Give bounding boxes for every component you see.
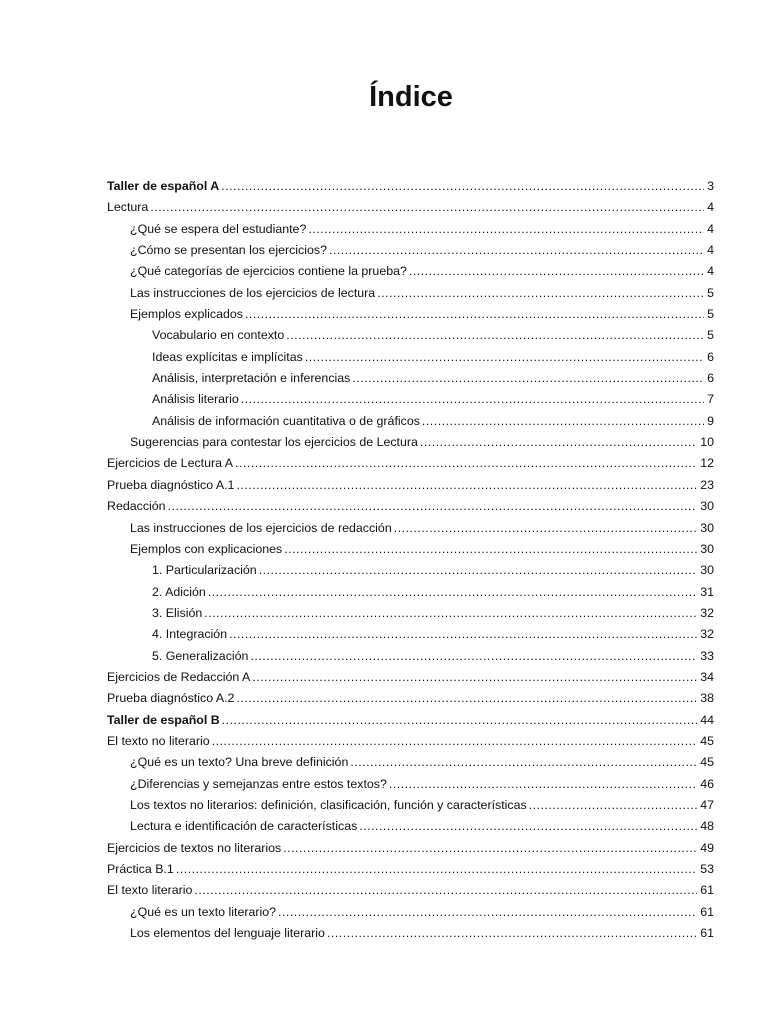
toc-dot-leader: [350, 752, 697, 773]
toc-entry-label: Redacción: [107, 499, 166, 514]
toc-entry-label: 1. Particularización: [152, 563, 257, 578]
toc-entry-label: Análisis literario: [152, 392, 239, 407]
toc-entry-label: 2. Adición: [152, 584, 206, 599]
toc-entry[interactable]: [107, 667, 714, 688]
toc-entry[interactable]: [107, 838, 714, 859]
toc-dot-leader: [394, 518, 697, 539]
toc-entry[interactable]: [107, 560, 714, 581]
toc-entry[interactable]: [107, 304, 714, 325]
toc-entry-label: El texto literario: [107, 883, 193, 898]
toc-entry[interactable]: [107, 411, 714, 432]
toc-entry[interactable]: [107, 710, 714, 731]
toc-entry-page-number: 30: [700, 541, 714, 556]
toc-dot-leader: [529, 795, 698, 816]
toc-entry-label: Taller de español B: [107, 712, 220, 727]
toc-entry-label: ¿Qué es un texto? Una breve definición: [130, 755, 349, 770]
toc-entry-label: ¿Qué es un texto literario?: [130, 904, 277, 919]
toc-entry-page-number: 7: [707, 392, 714, 407]
toc-entry-label: Sugerencias para contestar los ejercicios de Lectura: [130, 435, 418, 450]
toc-entry-label: ¿Cómo se presentan los ejercicios?: [130, 243, 327, 258]
toc-dot-leader: [236, 688, 697, 709]
toc-entry-page-number: 4: [707, 221, 714, 236]
toc-dot-leader: [420, 432, 697, 453]
toc-dot-leader: [305, 347, 704, 368]
toc-dot-leader: [204, 603, 697, 624]
toc-entry-label: Prueba diagnóstico A.1: [107, 477, 235, 492]
toc-entry-label: Vocabulario en contexto: [152, 328, 285, 343]
toc-entry-page-number: 30: [700, 563, 714, 578]
toc-dot-leader: [352, 368, 704, 389]
toc-dot-leader: [278, 902, 697, 923]
toc-dot-leader: [222, 710, 698, 731]
toc-entry[interactable]: [107, 795, 714, 816]
toc-entry[interactable]: [107, 816, 714, 837]
toc-entry-label: El texto no literario: [107, 733, 210, 748]
toc-entry-page-number: 6: [707, 371, 714, 386]
toc-entry[interactable]: [107, 453, 714, 474]
toc-dot-leader: [286, 325, 704, 346]
toc-entry-label: Los elementos del lenguaje literario: [130, 926, 325, 941]
toc-dot-leader: [250, 646, 697, 667]
toc-dot-leader: [229, 624, 697, 645]
toc-entry-page-number: 47: [700, 797, 714, 812]
toc-entry-label: Prueba diagnóstico A.2: [107, 691, 235, 706]
toc-entry-label: Las instrucciones de los ejercicios de redacción: [130, 520, 392, 535]
toc-entry-page-number: 46: [700, 776, 714, 791]
toc-entry-label: ¿Qué se espera del estudiante?: [130, 221, 307, 236]
toc-entry-label: Análisis, interpretación e inferencias: [152, 371, 351, 386]
toc-entry-label: Las instrucciones de los ejercicios de lectura: [130, 285, 376, 300]
toc-entry-label: Ejercicios de Lectura A: [107, 456, 234, 471]
toc-entry-label: Ejercicios de Redacción A: [107, 669, 251, 684]
toc-entry-label: Ejercicios de textos no literarios: [107, 840, 282, 855]
toc-entry-page-number: 31: [700, 584, 714, 599]
toc-dot-leader: [194, 880, 697, 901]
toc-dot-leader: [212, 731, 698, 752]
toc-entry-page-number: 30: [700, 499, 714, 514]
toc-entry[interactable]: [107, 475, 714, 496]
toc-entry[interactable]: [107, 283, 714, 304]
toc-dot-leader: [422, 411, 704, 432]
toc-entry-page-number: 34: [700, 669, 714, 684]
toc-entry[interactable]: [107, 176, 714, 197]
toc-dot-leader: [168, 496, 698, 517]
toc-dot-leader: [176, 859, 697, 880]
toc-entry-page-number: 5: [707, 307, 714, 322]
toc-entry-page-number: 44: [700, 712, 714, 727]
toc-dot-leader: [284, 539, 697, 560]
toc-entry-page-number: 45: [700, 755, 714, 770]
toc-entry-label: ¿Diferencias y semejanzas entre estos textos?: [130, 776, 387, 791]
toc-entry-page-number: 61: [700, 883, 714, 898]
toc-entry-label: Ejemplos explicados: [130, 307, 243, 322]
toc-entry-page-number: 6: [707, 349, 714, 364]
toc-dot-leader: [377, 283, 704, 304]
toc-entry[interactable]: [107, 240, 714, 261]
toc-entry[interactable]: [107, 219, 714, 240]
toc-entry-page-number: 48: [700, 819, 714, 834]
toc-entry[interactable]: [107, 646, 714, 667]
toc-entry-page-number: 4: [707, 264, 714, 279]
toc-entry[interactable]: [107, 688, 714, 709]
toc-entry[interactable]: [107, 859, 714, 880]
toc-entry[interactable]: [107, 624, 714, 645]
toc-entry-page-number: 45: [700, 733, 714, 748]
table-of-contents: [107, 176, 714, 944]
toc-entry[interactable]: [107, 923, 714, 944]
toc-entry-page-number: 12: [700, 456, 714, 471]
toc-entry-page-number: 10: [700, 435, 714, 450]
toc-entry-page-number: 30: [700, 520, 714, 535]
toc-entry[interactable]: [107, 325, 714, 346]
toc-entry[interactable]: [107, 582, 714, 603]
toc-entry-page-number: 5: [707, 285, 714, 300]
toc-entry-label: 4. Integración: [152, 627, 228, 642]
toc-entry-label: Ejemplos con explicaciones: [130, 541, 283, 556]
toc-entry-page-number: 3: [707, 179, 714, 193]
toc-entry-page-number: 61: [700, 904, 714, 919]
toc-entry-label: ¿Qué categorías de ejercicios contiene la prueba?: [130, 264, 407, 279]
toc-entry[interactable]: [107, 496, 714, 517]
toc-entry[interactable]: [107, 603, 714, 624]
toc-dot-leader: [236, 475, 697, 496]
toc-entry-label: Los textos no literarios: definición, clasificación, función y características: [130, 797, 527, 812]
toc-entry-page-number: 33: [700, 648, 714, 663]
toc-entry-page-number: 38: [700, 691, 714, 706]
toc-entry[interactable]: [107, 368, 714, 389]
toc-entry-page-number: 4: [707, 200, 714, 215]
toc-entry-page-number: 4: [707, 243, 714, 258]
toc-dot-leader: [283, 838, 697, 859]
toc-entry-page-number: 23: [700, 477, 714, 492]
toc-entry[interactable]: [107, 518, 714, 539]
toc-dot-leader: [252, 667, 697, 688]
toc-dot-leader: [329, 240, 704, 261]
toc-entry-page-number: 61: [700, 926, 714, 941]
toc-entry-label: Lectura: [107, 200, 149, 215]
toc-entry-label: Ideas explícitas e implícitas: [152, 349, 303, 364]
toc-entry[interactable]: [107, 539, 714, 560]
toc-entry[interactable]: [107, 347, 714, 368]
toc-dot-leader: [208, 582, 697, 603]
toc-entry-label: 5. Generalización: [152, 648, 249, 663]
toc-entry-label: 3. Elisión: [152, 605, 203, 620]
toc-entry-page-number: 9: [707, 413, 714, 428]
toc-entry[interactable]: [107, 197, 714, 218]
toc-entry-label: Lectura e identificación de características: [130, 819, 358, 834]
toc-entry[interactable]: [107, 432, 714, 453]
toc-entry-label: Análisis de información cuantitativa o de gráficos: [152, 413, 420, 428]
toc-entry-label: Práctica B.1: [107, 862, 174, 876]
toc-entry-page-number: 53: [700, 862, 714, 876]
toc-dot-leader: [327, 923, 697, 944]
toc-entry[interactable]: [107, 902, 714, 923]
toc-dot-leader: [235, 453, 697, 474]
toc-entry[interactable]: [107, 774, 714, 795]
toc-dot-leader: [241, 389, 704, 410]
toc-entry[interactable]: [107, 731, 714, 752]
toc-entry-page-number: 5: [707, 328, 714, 343]
toc-dot-leader: [308, 219, 704, 240]
toc-entry[interactable]: [107, 880, 714, 901]
toc-dot-leader: [245, 304, 704, 325]
toc-entry[interactable]: [107, 389, 714, 410]
toc-entry[interactable]: [107, 752, 714, 773]
toc-dot-leader: [259, 560, 698, 581]
toc-entry[interactable]: [107, 261, 714, 282]
toc-dot-leader: [150, 197, 704, 218]
toc-entry-page-number: 49: [700, 840, 714, 855]
toc-dot-leader: [221, 176, 704, 197]
toc-dot-leader: [359, 816, 697, 837]
toc-dot-leader: [389, 774, 697, 795]
page-title: Índice: [369, 81, 453, 113]
toc-entry-page-number: 32: [700, 627, 714, 642]
toc-dot-leader: [409, 261, 704, 282]
toc-entry-page-number: 32: [700, 605, 714, 620]
toc-entry-label: Taller de español A: [107, 179, 220, 193]
